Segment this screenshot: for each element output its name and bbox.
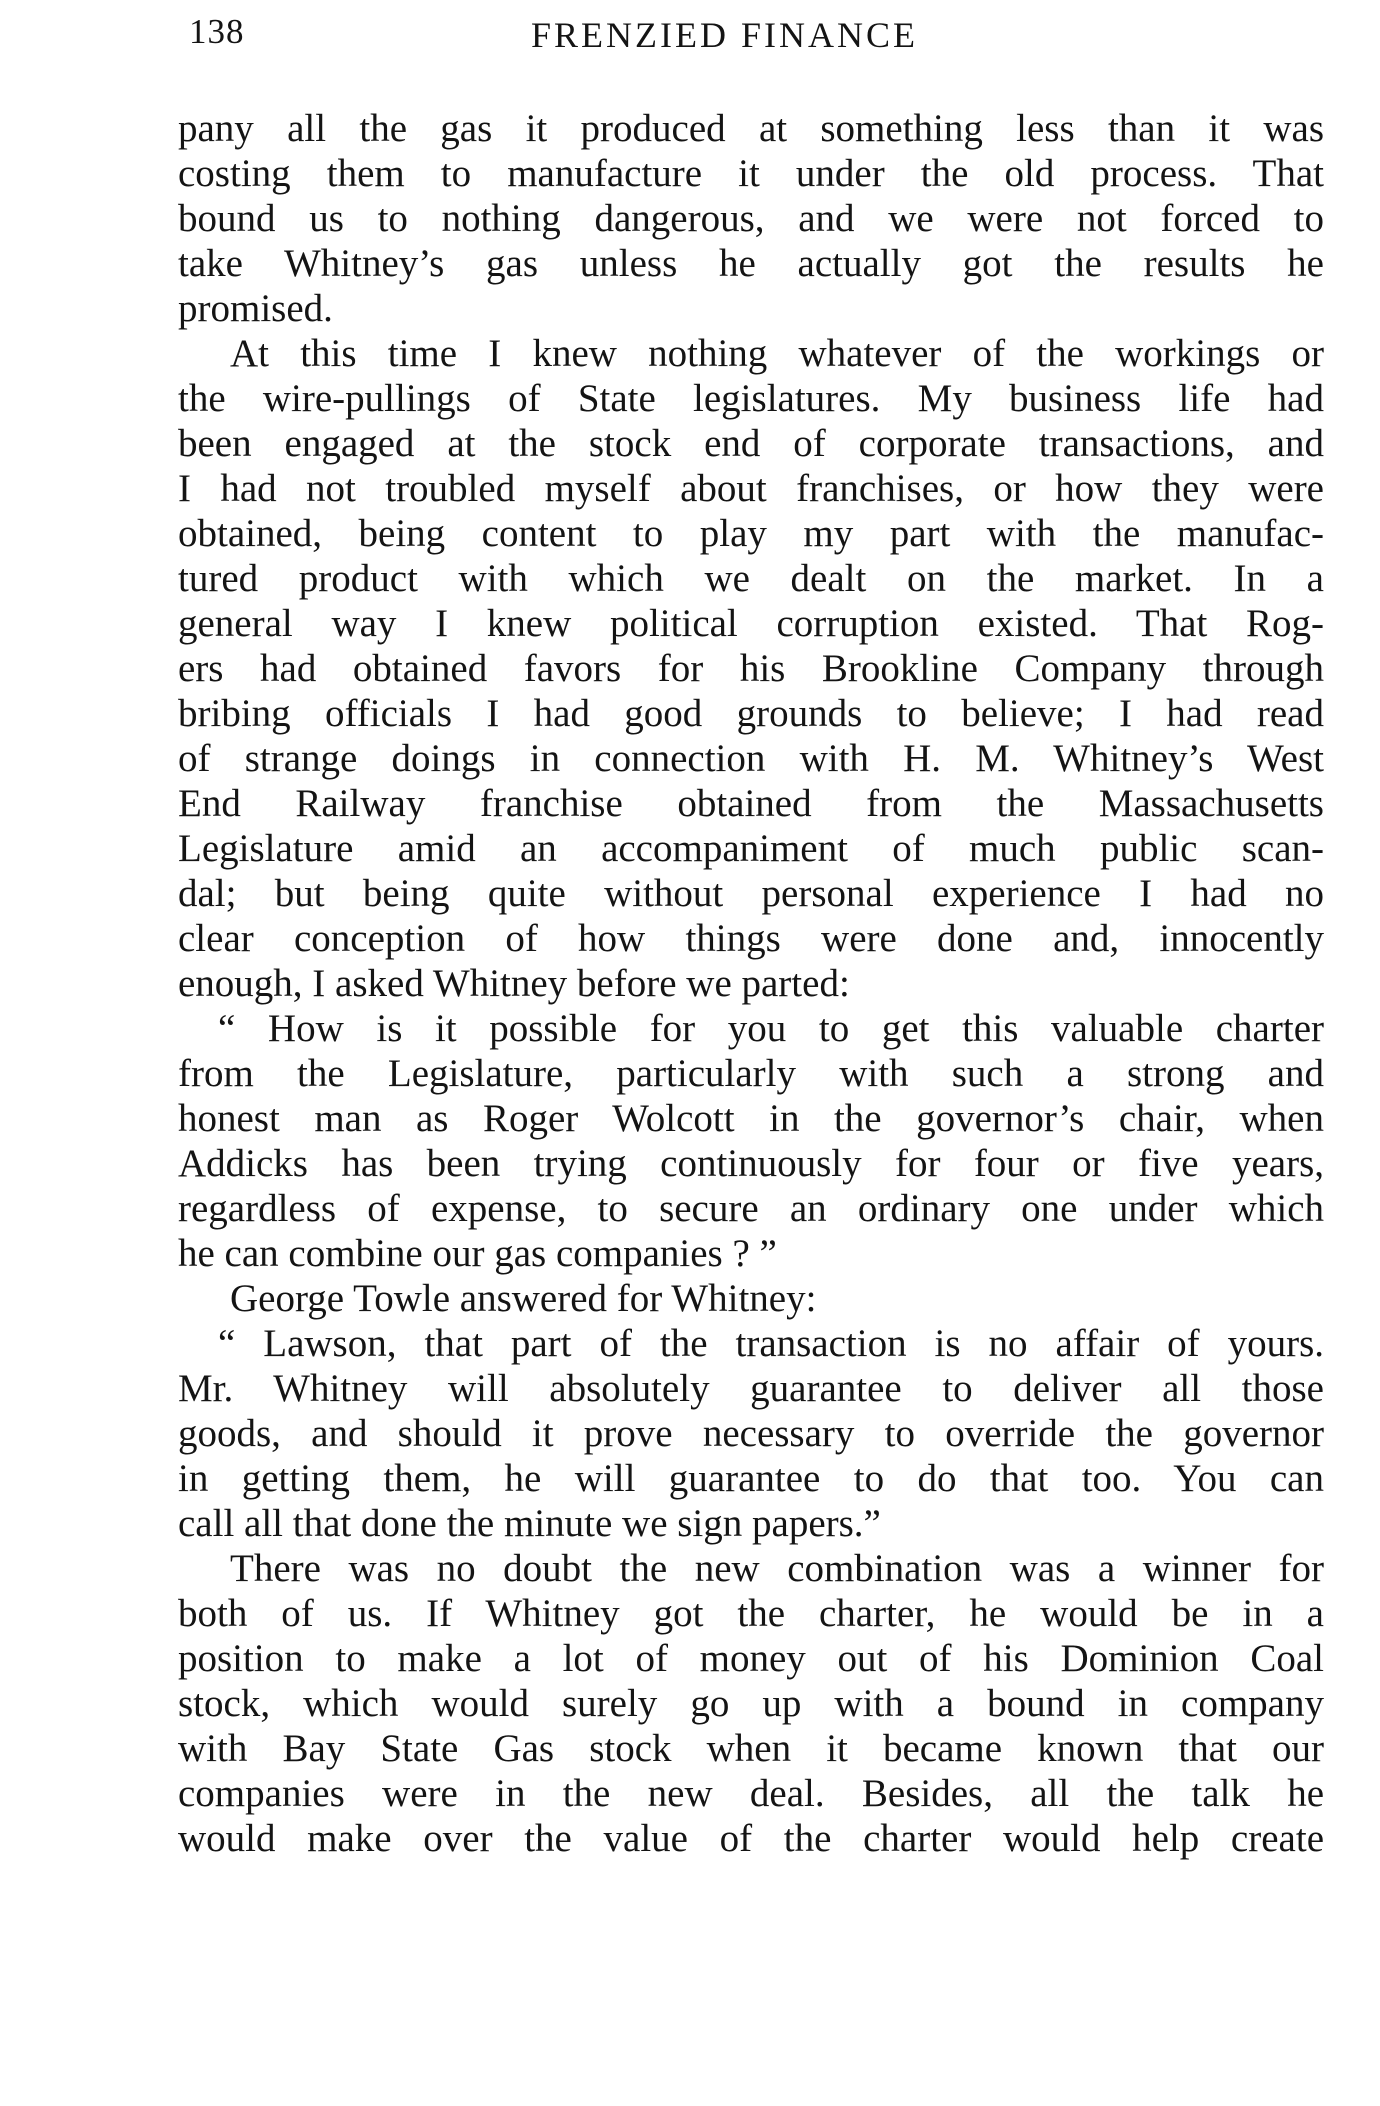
text-line: At this time I knew nothing whatever of the workings or (230, 332, 1324, 375)
text-line: bribing officials I had good grounds to believe; I had read (178, 692, 1324, 735)
text-line: enough, I asked Whitney before we parted: (178, 962, 850, 1005)
text-line: tured product with which we dealt on the market. In a (178, 557, 1324, 600)
text-line: take Whitney’s gas unless he actually got the results he (178, 242, 1324, 285)
text-line: from the Legislature, particularly with such a strong and (178, 1052, 1324, 1095)
text-line: companies were in the new deal. Besides, all the talk he (178, 1772, 1324, 1815)
text-line: I had not troubled myself about franchises, or how they were (178, 467, 1324, 510)
text-line: in getting them, he will guarantee to do that too. You can (178, 1457, 1324, 1500)
text-line: Addicks has been trying continuously for four or five years, (178, 1142, 1324, 1185)
text-line: Legislature amid an accompaniment of much public scan- (178, 827, 1324, 870)
text-line: of strange doings in connection with H. M. Whitney’s West (178, 737, 1324, 780)
text-line: There was no doubt the new combination was a winner for (230, 1547, 1324, 1590)
text-line: stock, which would surely go up with a bound in company (178, 1682, 1324, 1725)
text-line: he can combine our gas companies ? ” (178, 1232, 777, 1275)
text-line: would make over the value of the charter would help create (178, 1817, 1324, 1860)
text-line: the wire-pullings of State legislatures. My business life had (178, 377, 1324, 420)
text-line: been engaged at the stock end of corporate transactions, and (178, 422, 1324, 465)
text-line: dal; but being quite without personal experience I had no (178, 872, 1324, 915)
text-line: honest man as Roger Wolcott in the governor’s chair, when (178, 1097, 1324, 1140)
text-line: “ Lawson, that part of the transaction is no affair of yours. (218, 1322, 1324, 1365)
text-line: position to make a lot of money out of his Dominion Coal (178, 1637, 1324, 1680)
text-line: Mr. Whitney will absolutely guarantee to deliver all those (178, 1367, 1324, 1410)
text-line: “ How is it possible for you to get this valuable charter (218, 1007, 1324, 1050)
running-head (176, 12, 1326, 62)
text-line: regardless of expense, to secure an ordinary one under which (178, 1187, 1324, 1230)
text-line: general way I knew political corruption existed. That Rog- (178, 602, 1324, 645)
text-line: George Towle answered for Whitney: (230, 1277, 817, 1320)
text-line: pany all the gas it produced at something less than it was (178, 107, 1324, 150)
text-line: End Railway franchise obtained from the Massachusetts (178, 782, 1324, 825)
text-line: promised. (178, 287, 333, 330)
text-line: obtained, being content to play my part with the manufac- (178, 512, 1324, 555)
text-line: call all that done the minute we sign papers.” (178, 1502, 881, 1545)
text-line: with Bay State Gas stock when it became known that our (178, 1727, 1324, 1770)
text-line: ers had obtained favors for his Brookline Company through (178, 647, 1324, 690)
text-line: goods, and should it prove necessary to override the governor (178, 1412, 1324, 1455)
text-line: clear conception of how things were done and, innocently (178, 917, 1324, 960)
text-line: costing them to manufacture it under the old process. That (178, 152, 1324, 195)
running-title: FRENZIED FINANCE (531, 15, 918, 55)
body-text (178, 106, 1324, 1861)
text-line: bound us to nothing dangerous, and we were not forced to (178, 197, 1324, 240)
page-number: 138 (189, 12, 245, 51)
text-line: both of us. If Whitney got the charter, he would be in a (178, 1592, 1324, 1635)
